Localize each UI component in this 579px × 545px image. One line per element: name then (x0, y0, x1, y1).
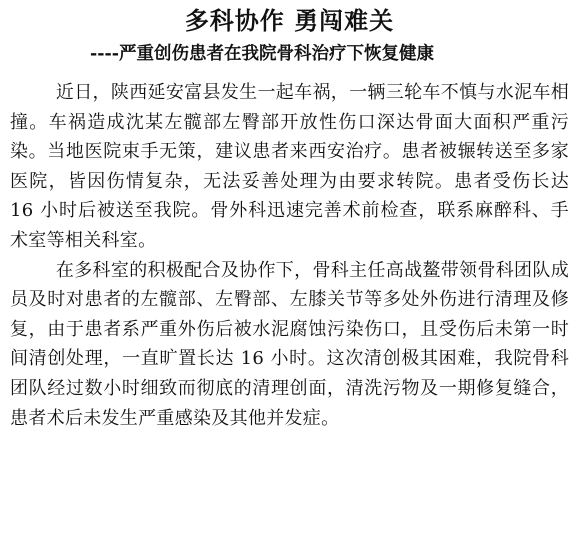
article-paragraph-1: 近日，陕西延安富县发生一起车祸，一辆三轮车不慎与水泥车相撞。车祸造成沈某左髋部左臀部开放性伤口深达骨面大面积严重污染。当地医院束手无策，建议患者来西安治疗。患者被辗转送至多家医院，皆因伤情复杂，无法妥善处理为由要求转院。患者受伤长达 16 小时后被送至我院。骨外科迅速完善术前检查，联系麻醉科、手术室等相关科室。 (10, 82, 569, 251)
article-paragraph-2: 在多科室的积极配合及协作下，骨科主任高战鳌带领骨科团队成员及时对患者的左髋部、左臀部、左膝关节等多处外伤进行清理及修复，由于患者系严重外伤后被水泥腐蚀污染伤口，且受伤后未第一时间清创处理，一直旷置长达 16 小时。这次清创极其困难，我院骨科团队经过数小时细致而彻底的清理创面，清洗污物及一期修复缝合，患者术后未发生严重感染及其他并发症。 (10, 259, 569, 429)
article-title: 多科协作 勇闯难关 (184, 6, 395, 35)
article-subtitle: ----严重创伤患者在我院骨科治疗下恢复健康 (90, 44, 435, 64)
